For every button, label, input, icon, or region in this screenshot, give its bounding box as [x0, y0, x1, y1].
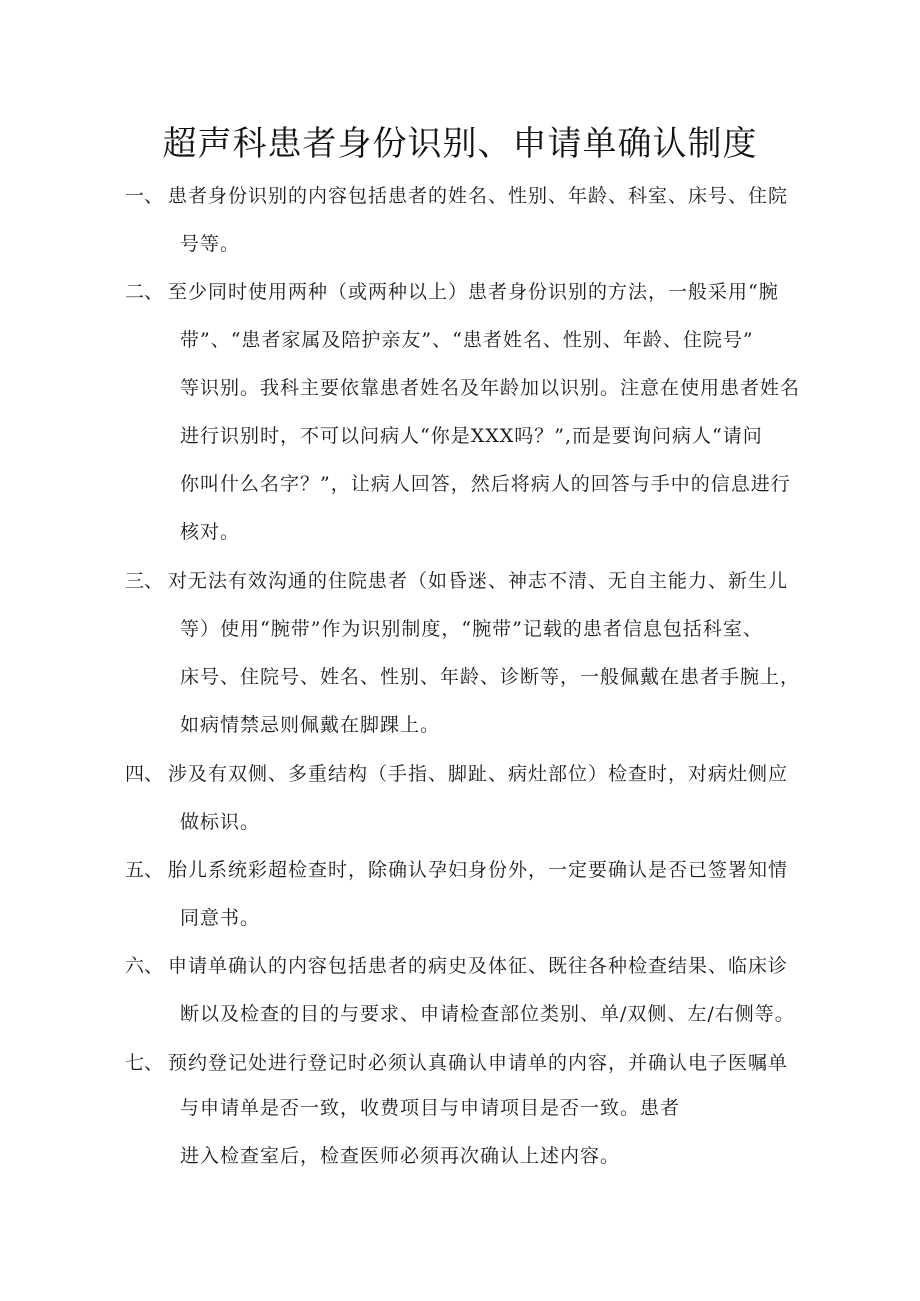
item-line: 胎儿系统彩超检查时，除确认孕妇身份外，一定要确认是否已签署知情 — [168, 859, 789, 881]
item-line: 如病情禁忌则佩戴在脚踝上。 — [180, 714, 441, 736]
item-number: 四、 — [125, 763, 164, 785]
item-line: 做标识。 — [180, 811, 261, 833]
item-number: 三、 — [125, 570, 164, 592]
item-line: 与申请单是否一致，收费项目与申请项目是否一致。患者 — [180, 1097, 681, 1119]
item-number: 七、 — [125, 1052, 164, 1074]
item-number: 五、 — [125, 859, 164, 881]
item-line: 对无法有效沟通的住院患者（如昏迷、神志不清、无自主能力、新生儿 — [168, 570, 789, 592]
item-line: 核对。 — [180, 521, 241, 543]
item-line: 预约登记处进行登记时必须认真确认申请单的内容，并确认电子医嘱单 — [168, 1052, 789, 1074]
item-number: 六、 — [125, 955, 164, 977]
item-line: 同意书。 — [180, 907, 261, 929]
item-line: 至少同时使用两种（或两种以上）患者身份识别的方法，一般采用“腕 — [168, 281, 779, 303]
item-line: 你叫什么名字？”，让病人回答，然后将病人的回答与手中的信息进行 — [180, 473, 791, 495]
item-line: 号等。 — [180, 233, 241, 255]
item-line: 涉及有双侧、多重结构（手指、脚趾、病灶部位）检查时，对病灶侧应 — [168, 763, 789, 785]
item-line: 等）使用“腕带”作为识别制度，“腕带”记载的患者信息包括科室、 — [180, 618, 763, 640]
item-line: 带”、“患者家属及陪护亲友”、“患者姓名、性别、年龄、住院号” — [180, 329, 754, 351]
item-number: 二、 — [125, 281, 164, 303]
item-line: 断以及检查的目的与要求、申请检查部位类别、单/双侧、左/右侧等。 — [180, 1003, 795, 1025]
item-line: 进行识别时，不可以问病人“你是XXX吗？”,而是要询问病人“请问 — [180, 425, 763, 447]
item-number: 一、 — [125, 185, 164, 207]
document-title: 超声科患者身份识别、申请单确认制度 — [162, 124, 758, 164]
item-line: 申请单确认的内容包括患者的病史及体征、既往各种检查结果、临床诊 — [168, 955, 789, 977]
item-line: 等识别。我科主要依靠患者姓名及年龄加以识别。注意在使用患者姓名 — [180, 377, 801, 399]
item-line: 进入检查室后，检查医师必须再次确认上述内容。 — [180, 1145, 621, 1167]
item-line: 床号、住院号、姓名、性别、年龄、诊断等，一般佩戴在患者手腕上， — [180, 666, 801, 688]
item-line: 患者身份识别的内容包括患者的姓名、性别、年龄、科室、床号、住院 — [168, 185, 789, 207]
